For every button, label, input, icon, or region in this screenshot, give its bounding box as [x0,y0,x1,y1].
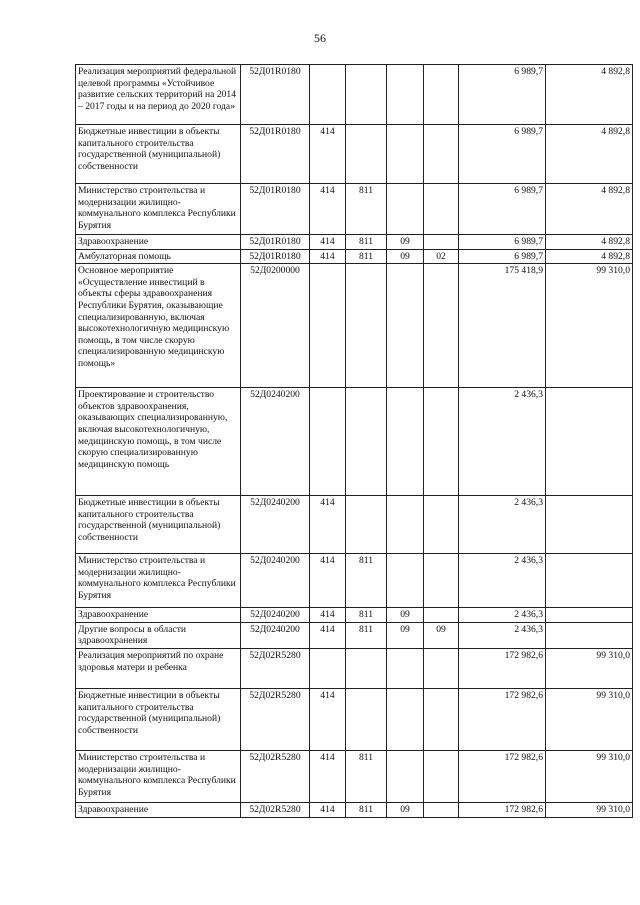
row-gr [346,388,387,496]
row-name: Бюджетные инвестиции в объекты капитального строительства государственной (муниципальной) собственности [76,496,241,554]
row-value-2 [546,608,633,623]
row-kcsr: 52Д02R5280 [241,802,310,817]
row-gr [346,125,387,184]
row-name: Бюджетные инвестиции в объекты капитального строительства государственной (муниципальной) собственности [76,688,241,750]
row-rz [387,184,424,235]
row-name: Здравоохранение [76,235,241,250]
row-gr: 811 [346,184,387,235]
row-rz [387,264,424,388]
row-vr: 414 [310,802,346,817]
row-pr [424,496,459,554]
row-value-2 [546,496,633,554]
row-kcsr: 52Д01R0180 [241,235,310,250]
table-row [76,264,633,388]
row-kcsr: 52Д0240200 [241,388,310,496]
row-value-2: 99 310,0 [546,264,633,388]
table-row [76,802,633,817]
row-value-1: 2 436,3 [459,608,546,623]
row-gr [346,264,387,388]
row-value-1: 172 982,6 [459,802,546,817]
row-gr: 811 [346,554,387,608]
row-pr [424,264,459,388]
row-rz: 09 [387,622,424,648]
row-value-2: 4 892,8 [546,249,633,264]
row-kcsr: 52Д0200000 [241,264,310,388]
row-pr [424,648,459,688]
row-pr: 09 [424,622,459,648]
row-name: Бюджетные инвестиции в объекты капитального строительства государственной (муниципальной) собственности [76,125,241,184]
row-vr: 414 [310,235,346,250]
table-row [76,496,633,554]
row-vr: 414 [310,750,346,802]
row-rz: 09 [387,802,424,817]
row-gr: 811 [346,608,387,623]
row-kcsr: 52Д01R0180 [241,125,310,184]
table-row [76,249,633,264]
row-value-2: 99 310,0 [546,648,633,688]
row-value-1: 2 436,3 [459,622,546,648]
page-number: 56 [314,31,326,45]
row-value-1: 6 989,7 [459,249,546,264]
row-value-2: 4 892,8 [546,235,633,250]
row-rz [387,750,424,802]
table-row [76,608,633,623]
row-gr [346,688,387,750]
row-vr: 414 [310,622,346,648]
row-vr: 414 [310,554,346,608]
row-value-2: 99 310,0 [546,750,633,802]
table-row [76,554,633,608]
row-pr [424,608,459,623]
row-value-1: 2 436,3 [459,388,546,496]
row-value-1: 2 436,3 [459,496,546,554]
row-rz [387,554,424,608]
row-kcsr: 52Д02R5280 [241,648,310,688]
row-gr [346,496,387,554]
row-rz: 09 [387,608,424,623]
row-pr [424,688,459,750]
row-pr [424,65,459,125]
row-vr [310,648,346,688]
row-value-1: 175 418,9 [459,264,546,388]
row-name: Министерство строительства и модернизации жилищно-коммунального комплекса Республики Бурятия [76,554,241,608]
row-rz [387,688,424,750]
row-pr [424,802,459,817]
row-kcsr: 52Д0240200 [241,608,310,623]
row-gr: 811 [346,750,387,802]
row-kcsr: 52Д01R0180 [241,249,310,264]
row-gr: 811 [346,802,387,817]
row-vr: 414 [310,249,346,264]
row-value-1: 6 989,7 [459,65,546,125]
row-pr [424,554,459,608]
row-name: Другие вопросы в области здравоохранения [76,622,241,648]
row-pr [424,235,459,250]
row-value-2: 99 310,0 [546,688,633,750]
row-name: Реализация мероприятий по охране здоровья матери и ребенка [76,648,241,688]
row-value-1: 172 982,6 [459,750,546,802]
row-pr [424,184,459,235]
row-rz [387,65,424,125]
row-vr [310,65,346,125]
row-value-2: 99 310,0 [546,802,633,817]
table-row [76,622,633,648]
row-value-1: 2 436,3 [459,554,546,608]
row-gr: 811 [346,622,387,648]
row-value-1: 6 989,7 [459,184,546,235]
row-rz [387,648,424,688]
row-name: Реализация мероприятий федеральной целевой программы «Устойчивое развитие сельских территорий на 2014 – 2017 годы и на период до 2020 года» [76,65,241,125]
row-pr [424,750,459,802]
row-vr: 414 [310,184,346,235]
row-kcsr: 52Д0240200 [241,554,310,608]
row-name: Министерство строительства и модернизации жилищно-коммунального комплекса Республики Бурятия [76,184,241,235]
row-vr: 414 [310,496,346,554]
row-gr: 811 [346,249,387,264]
row-value-1: 6 989,7 [459,125,546,184]
row-kcsr: 52Д0240200 [241,622,310,648]
row-pr: 02 [424,249,459,264]
row-kcsr: 52Д02R5280 [241,688,310,750]
table-row [76,388,633,496]
table-row [76,648,633,688]
row-vr: 414 [310,608,346,623]
row-value-2: 4 892,8 [546,184,633,235]
row-value-2: 4 892,8 [546,65,633,125]
budget-table [75,64,633,818]
row-value-1: 172 982,6 [459,688,546,750]
row-value-2 [546,622,633,648]
row-value-2: 4 892,8 [546,125,633,184]
row-gr: 811 [346,235,387,250]
row-gr [346,648,387,688]
row-gr [346,65,387,125]
table-row [76,184,633,235]
row-value-2 [546,554,633,608]
row-rz [387,496,424,554]
row-vr: 414 [310,688,346,750]
table-row [76,688,633,750]
table-row [76,235,633,250]
row-name: Здравоохранение [76,802,241,817]
row-kcsr: 52Д01R0180 [241,184,310,235]
row-rz [387,125,424,184]
table-row [76,750,633,802]
table-row [76,125,633,184]
row-rz [387,388,424,496]
row-name: Проектирование и строительство объектов здравоохранения, оказывающих специализированную, включая высокотехнологичную, медицинскую помощь, в том числе скорую специализированную медицинскую помощь [76,388,241,496]
row-name: Министерство строительства и модернизации жилищно-коммунального комплекса Республики Бурятия [76,750,241,802]
row-vr [310,388,346,496]
row-value-1: 172 982,6 [459,648,546,688]
table-row [76,65,633,125]
row-pr [424,125,459,184]
row-pr [424,388,459,496]
row-kcsr: 52Д01R0180 [241,65,310,125]
row-name: Амбулаторная помощь [76,249,241,264]
row-name: Здравоохранение [76,608,241,623]
row-rz: 09 [387,249,424,264]
row-kcsr: 52Д02R5280 [241,750,310,802]
row-vr [310,264,346,388]
row-rz: 09 [387,235,424,250]
row-value-2 [546,388,633,496]
row-name: Основное мероприятие «Осуществление инвестиций в объекты сферы здравоохранения Республики Бурятия, оказывающие специализированную, включая высокотехнологичную медицинскую помощь, в том числе скорую специализированную медицинскую помощь» [76,264,241,388]
row-vr: 414 [310,125,346,184]
row-kcsr: 52Д0240200 [241,496,310,554]
row-value-1: 6 989,7 [459,235,546,250]
